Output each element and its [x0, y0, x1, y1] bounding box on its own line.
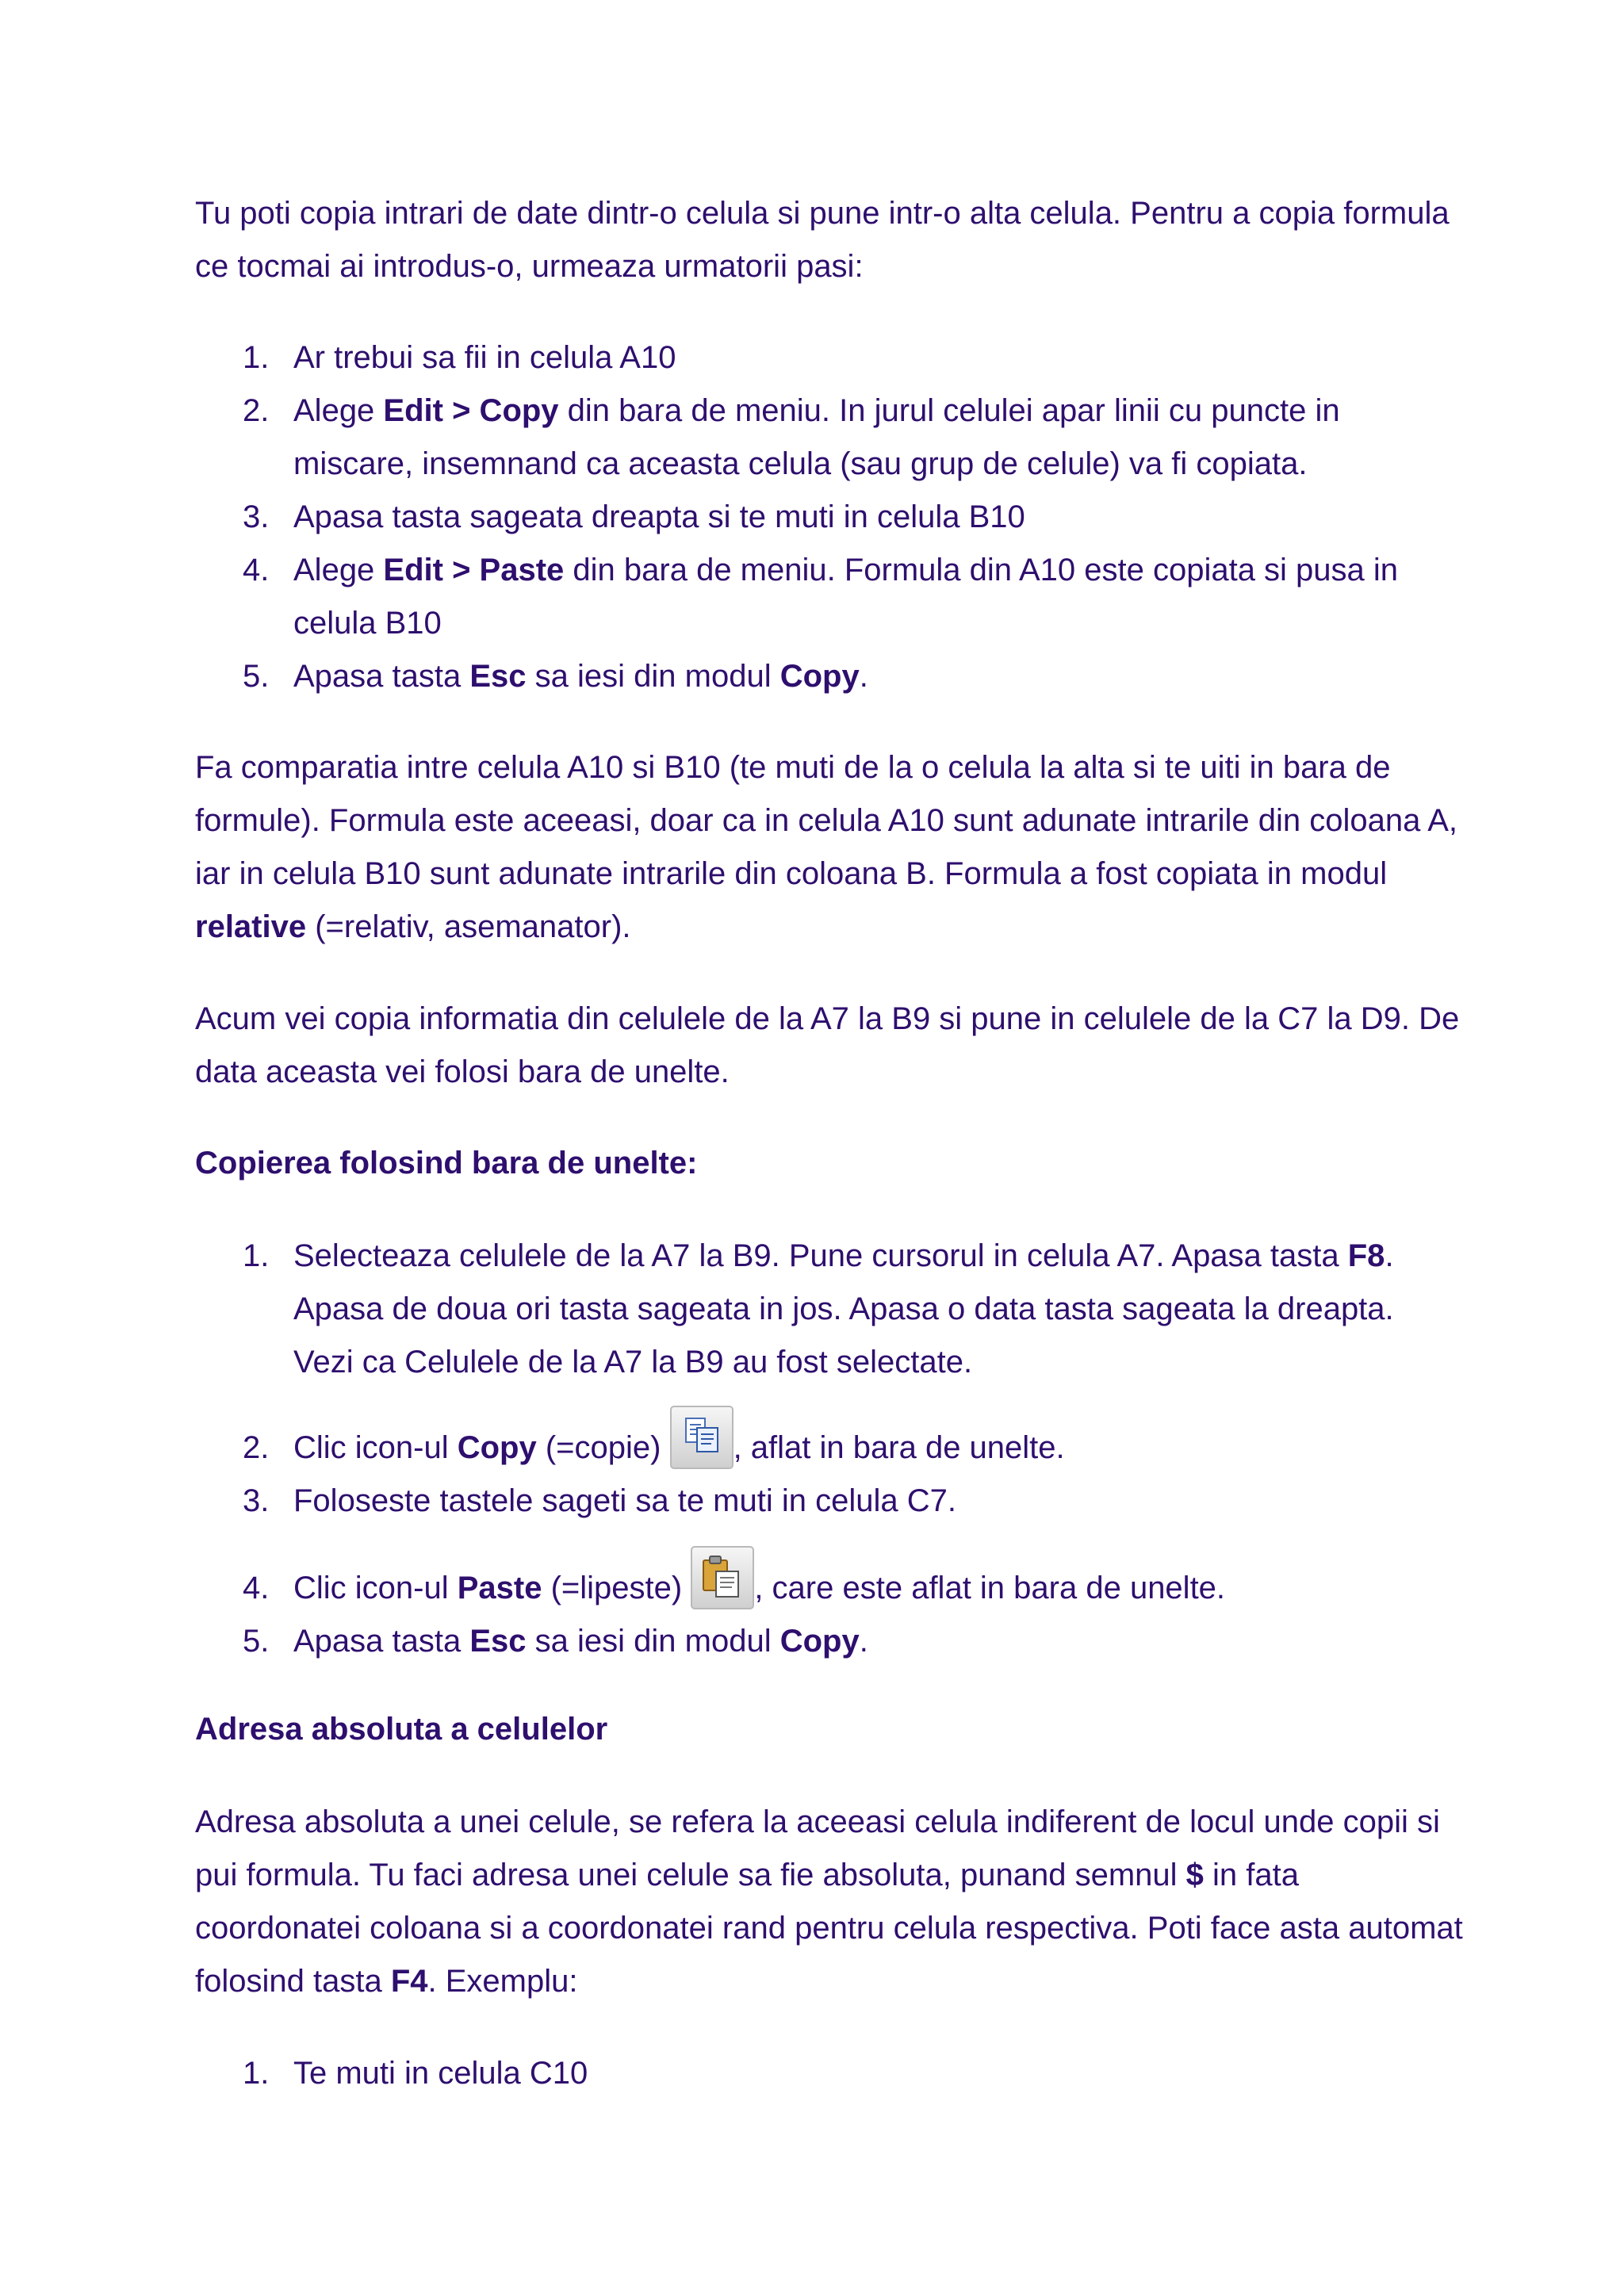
list-item: 4. Clic icon-ul Paste (=lipeste) , care este aflat in bara de unelte. — [0, 1562, 1443, 1615]
copy-icon — [670, 1406, 733, 1469]
list-item: 2. Clic icon-ul Copy (=copie) , aflat in bara de unelte. — [0, 1422, 1443, 1475]
heading-absolute-address: Adresa absoluta a celulelor — [195, 1712, 608, 1747]
steps-list-copy-formula — [0, 331, 1624, 703]
heading-copy-toolbar: Copierea folosind bara de unelte: — [195, 1146, 698, 1181]
paragraph-compare: Fa comparatia intre celula A10 si B10 (te muti de la o celula la alta si te uiti in bara de formule). Formula este aceeasi, doar ca in celula A10 sunt adunate intrarile din coloana A, iar in celula B10 sunt adunate intrarile din coloana B. Formula a fost copiata in modul relative (=relativ, asemanator). — [195, 750, 1458, 944]
list-item: 5. Apasa tasta Esc sa iesi din modul Copy. — [243, 659, 868, 694]
list-item: 1. Te muti in celula C10 — [243, 2056, 588, 2091]
steps-list-toolbar-paste — [0, 1562, 1624, 1668]
list-item: 3. Foloseste tastele sageti sa te muti in celula C7. — [243, 1483, 956, 1518]
list-item: 2. Alege Edit > Copy din bara de meniu. In jurul celulei apar linii cu puncte in miscare, insemnand ca aceasta celula (sau grup de celule) va fi copiata. — [243, 393, 1340, 481]
paragraph-absolute-address: Adresa absoluta a unei celule, se refera la aceeasi celula indiferent de locul unde copii si pui formula. Tu faci adresa unei celule sa fie absoluta, punand semnul $ in fata coordonatei coloana si a coordonatei rand pentru celula respectiva. Poti face asta automat folosind tasta F4. Exemplu: — [195, 1804, 1463, 1999]
paragraph-intro: Tu poti copia intrari de date dintr-o celula si pune intr-o alta celula. Pentru a copia formula ce tocmai ai introdus-o, urmeaza urmatorii pasi: — [195, 196, 1450, 284]
list-item: 3. Apasa tasta sageata dreapta si te muti in celula B10 — [243, 499, 1025, 534]
list-item: 4. Alege Edit > Paste din bara de meniu. Formula din A10 este copiata si pusa in celula B10 — [243, 553, 1399, 641]
paste-icon — [691, 1546, 754, 1609]
list-item: 1. Selecteaza celulele de la A7 la B9. Pune cursorul in celula A7. Apasa tasta F8. Apasa de doua ori tasta sageata in jos. Apasa o data tasta sageata la dreapta. Vezi ca Celulele de la A7 la B9 au fost selectate. — [243, 1238, 1394, 1380]
steps-list-absolute — [0, 2047, 1624, 2100]
steps-list-toolbar-copy-cont — [0, 1422, 1624, 1528]
paragraph-copy-range: Acum vei copia informatia din celulele de la A7 la B9 si pune in celulele de la C7 la D9. De data aceasta vei folosi bara de unelte. — [195, 1001, 1460, 1089]
list-item: 5. Apasa tasta Esc sa iesi din modul Copy. — [243, 1624, 868, 1659]
steps-list-toolbar-copy — [0, 1230, 1624, 1389]
list-item: 1. Ar trebui sa fii in celula A10 — [243, 340, 676, 375]
